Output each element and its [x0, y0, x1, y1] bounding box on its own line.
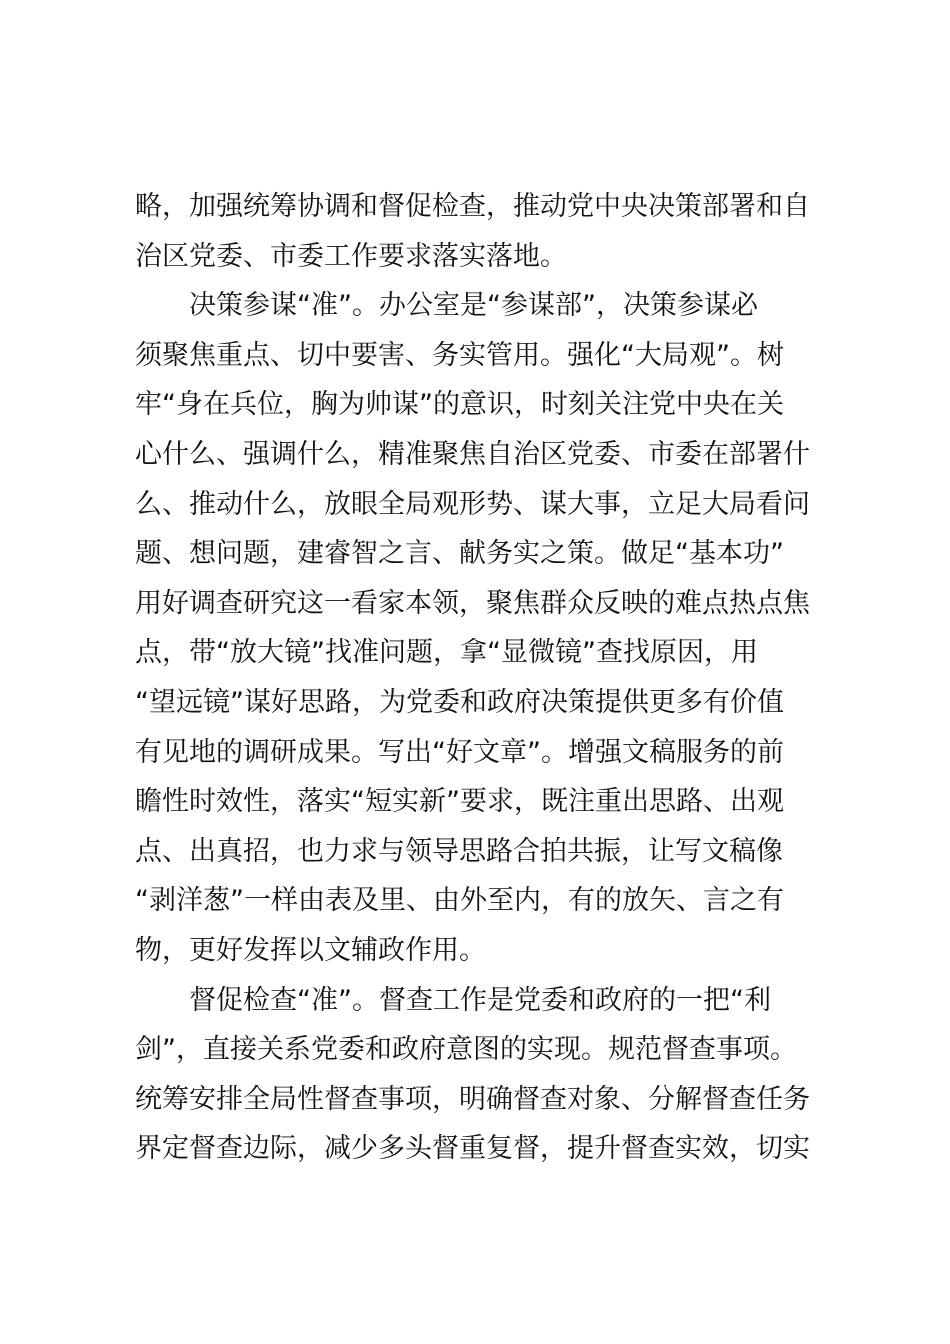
text-line: “望远镜”谋好思路，为党委和政府决策提供更多有价值: [135, 686, 784, 718]
text-line: 瞻性时效性，落实“短实新”要求，既注重出思路、出观: [135, 786, 784, 818]
text-line: 督促检查“准”。督查工作是党委和政府的一把“利: [135, 984, 771, 1016]
text-line: 界定督查边际，减少多头督重复督，提升督查实效，切实: [135, 1133, 810, 1165]
text-line: 题、想问题，建睿智之言、献务实之策。做足“基本功”: [135, 538, 784, 570]
text-line: 有见地的调研成果。写出“好文章”。增强文稿服务的前: [135, 736, 784, 768]
text-line: 牢“身在兵位，胸为帅谋”的意识，时刻关注党中央在关: [135, 389, 784, 421]
text-line: 须聚焦重点、切中要害、务实管用。强化“大局观”。树: [135, 339, 784, 371]
text-line: 点、出真招，也力求与领导思路合拍共振，让写文稿像: [135, 835, 783, 867]
text-line: 统筹安排全局性督查事项，明确督查对象、分解督查任务: [135, 1083, 810, 1115]
text-line: 决策参谋“准”。办公室是“参谋部”，决策参谋必: [135, 290, 758, 322]
text-line: 么、推动什么，放眼全局观形势、谋大事，立足大局看问: [135, 488, 810, 520]
text-line: 治区党委、市委工作要求落实落地。: [135, 240, 567, 272]
text-line: 点，带“放大镜”找准问题，拿“显微镜”查找原因，用: [135, 637, 758, 669]
text-line: 物，更好发挥以文辅政作用。: [135, 934, 486, 966]
body-text: [135, 182, 835, 1174]
text-line: 心什么、强调什么，精准聚焦自治区党委、市委在部署什: [135, 438, 810, 470]
text-line: “剥洋葱”一样由表及里、由外至内，有的放矢、言之有: [135, 885, 784, 917]
text-line: 略，加强统筹协调和督促检查，推动党中央决策部署和自: [135, 191, 810, 222]
text-line: 用好调查研究这一看家本领，聚焦群众反映的难点热点焦: [135, 587, 810, 619]
text-line: 剑”，直接关系党委和政府意图的实现。规范督查事项。: [135, 1034, 797, 1066]
